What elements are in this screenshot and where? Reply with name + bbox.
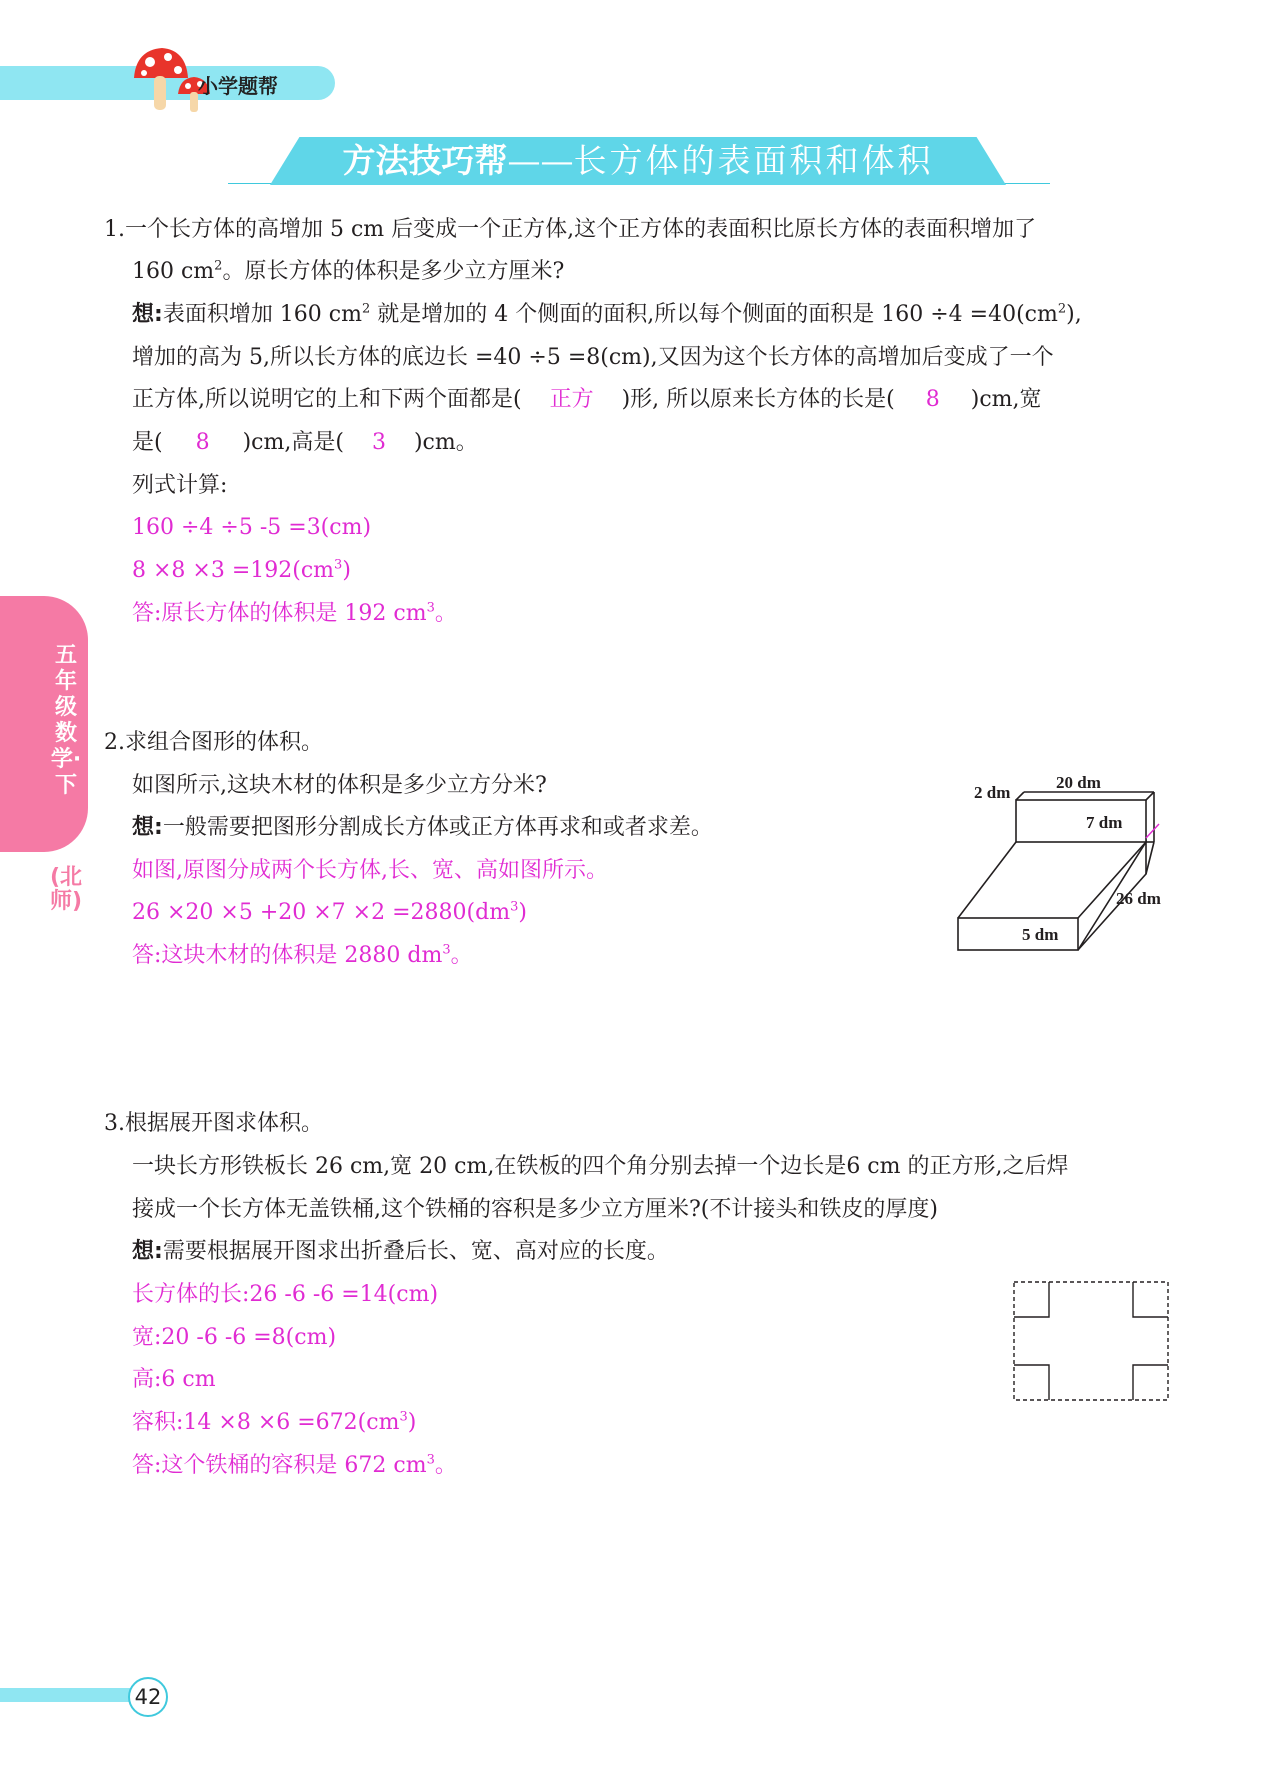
- page-title: [270, 139, 1006, 183]
- p1-blank-length: 8: [925, 387, 940, 412]
- p2-solution1: 如图,原图分成两个长方体,长、宽、高如图所示。: [132, 858, 608, 883]
- label-depth: 26 dm: [1116, 889, 1161, 908]
- p1-calc2: $8 \times 8 \times 3 =192(cm^3)$: [132, 557, 351, 583]
- title-dash: ——: [507, 141, 574, 180]
- p3-solution4: 容积:14 $\times 8 \times 6 =672(cm^3)$: [132, 1409, 417, 1435]
- p1-answer: 答:原长方体的体积是 192 $cm^3$。: [132, 600, 457, 626]
- p1-think-line2: 增加的高为 5,所以长方体的底边长 =40 ÷5 =8(cm),又因为这个长方体的高增加后变成了一个: [132, 345, 1054, 370]
- brand-name: 小学题帮: [198, 74, 278, 98]
- p2-solution2: $26 \times 20 \times 5 +20 \times 7 \times 2 =2880(dm^3)$: [132, 899, 527, 925]
- label-top-thickness: 2 dm: [974, 783, 1011, 802]
- p1-question-line1: 1.一个长方体的高增加 5 cm 后变成一个正方体,这个正方体的表面积比原长方体的表面积增加了: [104, 217, 1037, 242]
- p1-blank-width: 8: [195, 430, 210, 455]
- p3-solution3: 高:6 cm: [132, 1367, 216, 1392]
- p3-think: 想:需要根据展开图求出折叠后长、宽、高对应的长度。: [132, 1239, 669, 1264]
- title-topic: 长方体的表面积和体积: [573, 141, 934, 180]
- p1-think-line1: 想:表面积增加 160 $cm^2$ 就是增加的 4 个侧面的面积,所以每个侧面的面积是 $160 \div 4 =40(cm^2)$,: [132, 301, 1082, 327]
- p2-question-line2: 如图所示,这块木材的体积是多少立方分米?: [132, 773, 547, 798]
- p1-calc1: 160 ÷4 ÷5 -5 =3(cm): [132, 515, 372, 540]
- label-top-height: 7 dm: [1086, 813, 1123, 832]
- side-tab-edition: (北师): [49, 865, 83, 914]
- p2-wood-block-figure: [950, 768, 1180, 958]
- p1-think-line4: 是( 8 )cm,高是( 3 )cm。: [132, 428, 478, 458]
- p1-think-line3: 正方体,所以说明它的上和下两个面都是( 正方 )形, 所以原来长方体的长是( 8 )cm,宽: [132, 385, 1042, 415]
- p3-question-line1: 3.根据展开图求体积。: [104, 1111, 324, 1136]
- title-bold: 方法技巧帮: [342, 141, 508, 180]
- label-base-height: 5 dm: [1022, 925, 1059, 944]
- p1-blank-height: 3: [371, 430, 386, 455]
- p3-solution2: 宽:20 -6 -6 =8(cm): [132, 1325, 337, 1350]
- page-number: 42: [128, 1677, 168, 1717]
- p3-question-line3: 接成一个长方体无盖铁桶,这个铁桶的容积是多少立方厘米?(不计接头和铁皮的厚度): [132, 1197, 938, 1222]
- p3-question-line2: 一块长方形铁板长 26 cm,宽 20 cm,在铁板的四个角分别去掉一个边长是6 cm 的正方形,之后焊: [132, 1154, 1069, 1179]
- p3-net-figure: [1012, 1280, 1172, 1404]
- p3-solution1: 长方体的长:26 -6 -6 =14(cm): [132, 1282, 439, 1307]
- label-top-width: 20 dm: [1056, 773, 1101, 792]
- p1-question-line2: 160 $cm^2$。原长方体的体积是多少立方厘米?: [132, 258, 565, 284]
- p2-question-line1: 2.求组合图形的体积。: [104, 730, 324, 755]
- p2-think: 想:一般需要把图形分割成长方体或正方体再求和或者求差。: [132, 815, 713, 840]
- p2-answer: 答:这块木材的体积是 2880 $dm^3$。: [132, 942, 473, 968]
- p1-calc-label: 列式计算:: [132, 473, 228, 498]
- p3-answer: 答:这个铁桶的容积是 672 $cm^3$。: [132, 1452, 457, 1478]
- side-tab-label: 五年级数学·下: [50, 643, 82, 798]
- p1-blank-shape: 正方: [549, 387, 594, 412]
